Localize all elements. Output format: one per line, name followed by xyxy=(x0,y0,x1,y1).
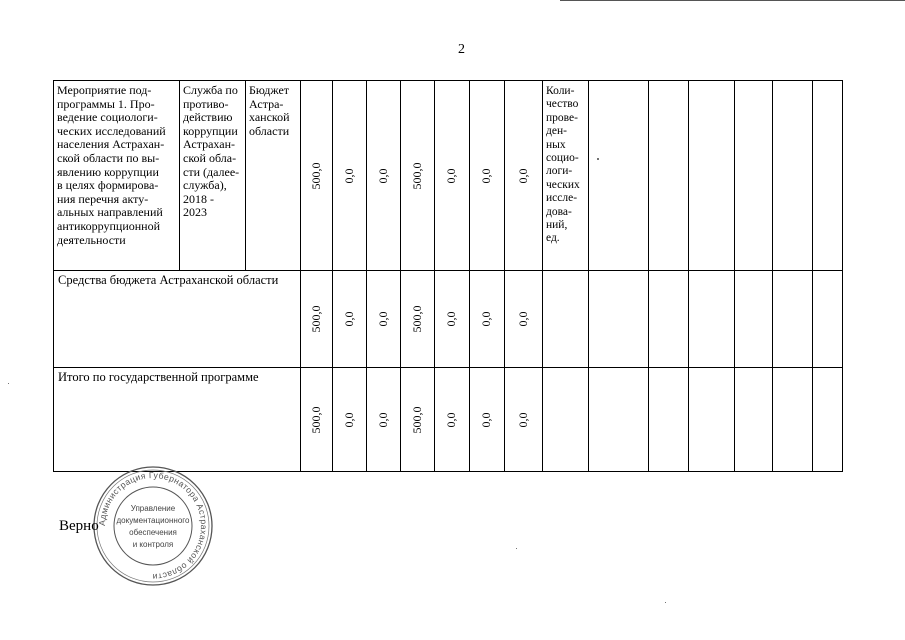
value-cell xyxy=(301,368,333,472)
table-row-total xyxy=(54,368,843,472)
value-cell xyxy=(505,368,543,472)
empty-cell xyxy=(689,271,735,368)
value-text: 0,0 xyxy=(515,412,530,427)
budget-table xyxy=(53,80,843,472)
empty-cell xyxy=(649,271,689,368)
value-cell xyxy=(401,81,435,271)
value-cell xyxy=(401,271,435,368)
empty-cell xyxy=(813,368,843,472)
value-cell xyxy=(301,81,333,271)
value-cell xyxy=(301,271,333,368)
empty-cell xyxy=(543,271,589,368)
value-text: 0,0 xyxy=(375,412,390,427)
value-cell xyxy=(401,368,435,472)
empty-cell xyxy=(735,271,773,368)
value-text: 0,0 xyxy=(479,168,494,183)
value-cell xyxy=(470,271,505,368)
value-text: 0,0 xyxy=(479,311,494,327)
stamp-ring-text: Администрация Губернатора Астраханской области xyxy=(96,469,210,583)
value-cell xyxy=(505,271,543,368)
total-label: Итого по государственной программе xyxy=(58,370,259,384)
official-stamp xyxy=(92,465,214,587)
value-cell xyxy=(333,81,367,271)
empty-cell xyxy=(813,271,843,368)
empty-cell xyxy=(773,271,813,368)
value-text: 500,0 xyxy=(409,305,424,333)
measure-text: Мероприятие под- программы 1. Про- ведение социологи- ческих исследований населения Астрахан- ской области по вы- явлению коррупции в целях формирова- ния перечня акту- альных направлений антикоррупционной деятельности xyxy=(57,83,166,247)
value-cell xyxy=(435,81,470,271)
value-text: 0,0 xyxy=(375,168,390,183)
empty-cell xyxy=(689,81,735,271)
scan-speck xyxy=(597,158,599,160)
value-text: 0,0 xyxy=(515,168,530,183)
stamp-line: и контроля xyxy=(132,540,174,549)
stamp-line: Управление xyxy=(130,504,176,513)
value-cell xyxy=(505,81,543,271)
empty-cell xyxy=(589,81,649,271)
value-text: 0,0 xyxy=(479,412,494,427)
table-row-budget xyxy=(54,271,843,368)
value-text: 500,0 xyxy=(308,162,323,189)
value-text: 0,0 xyxy=(444,311,459,327)
scan-speck xyxy=(665,602,666,603)
empty-cell xyxy=(689,368,735,472)
empty-cell xyxy=(773,368,813,472)
page-number: 2 xyxy=(458,42,465,57)
measure-cell xyxy=(54,81,180,271)
value-text: 500,0 xyxy=(409,162,424,189)
value-text: 0,0 xyxy=(515,311,530,327)
empty-cell xyxy=(649,81,689,271)
budget-label-cell xyxy=(54,271,301,368)
source-cell xyxy=(246,81,301,271)
value-text: 0,0 xyxy=(375,311,390,327)
value-cell xyxy=(367,368,401,472)
scan-speck xyxy=(8,383,9,384)
value-cell xyxy=(470,81,505,271)
scan-speck xyxy=(516,548,517,549)
value-text: 500,0 xyxy=(308,406,323,433)
indicator-text: Коли- чество прове- ден- ных социо- логи- ческих иссле- дова- ний, ед. xyxy=(546,85,580,245)
stamp-line: документационного xyxy=(116,516,190,525)
value-cell xyxy=(435,368,470,472)
value-cell xyxy=(333,271,367,368)
stamp-line: обеспечения xyxy=(129,528,177,537)
value-text: 0,0 xyxy=(341,412,356,427)
empty-cell xyxy=(735,81,773,271)
value-text: 0,0 xyxy=(341,168,356,183)
value-text: 500,0 xyxy=(308,305,323,333)
verno-label: Верно xyxy=(59,518,99,534)
empty-cell xyxy=(589,271,649,368)
value-text: 500,0 xyxy=(409,406,424,433)
indicator-cell xyxy=(543,81,589,271)
value-text: 0,0 xyxy=(444,168,459,183)
empty-cell xyxy=(649,368,689,472)
empty-cell xyxy=(813,81,843,271)
value-cell xyxy=(470,368,505,472)
total-label-cell xyxy=(54,368,301,472)
value-cell xyxy=(435,271,470,368)
executor-text: Служба по противо- действию коррупции Астрахан- ской обла- сти (далее- служба), 2018 - 2023 xyxy=(183,83,240,220)
value-text: 0,0 xyxy=(341,311,356,327)
table-row-measure xyxy=(54,81,843,271)
empty-cell xyxy=(543,368,589,472)
top-rule xyxy=(560,0,905,1)
value-cell xyxy=(367,271,401,368)
source-text: Бюджет Астра- ханской области xyxy=(249,83,290,138)
empty-cell xyxy=(589,368,649,472)
value-cell xyxy=(367,81,401,271)
budget-label: Средства бюджета Астраханской области xyxy=(58,273,279,287)
value-cell xyxy=(333,368,367,472)
value-text: 0,0 xyxy=(444,412,459,427)
empty-cell xyxy=(773,81,813,271)
executor-cell xyxy=(180,81,246,271)
empty-cell xyxy=(735,368,773,472)
